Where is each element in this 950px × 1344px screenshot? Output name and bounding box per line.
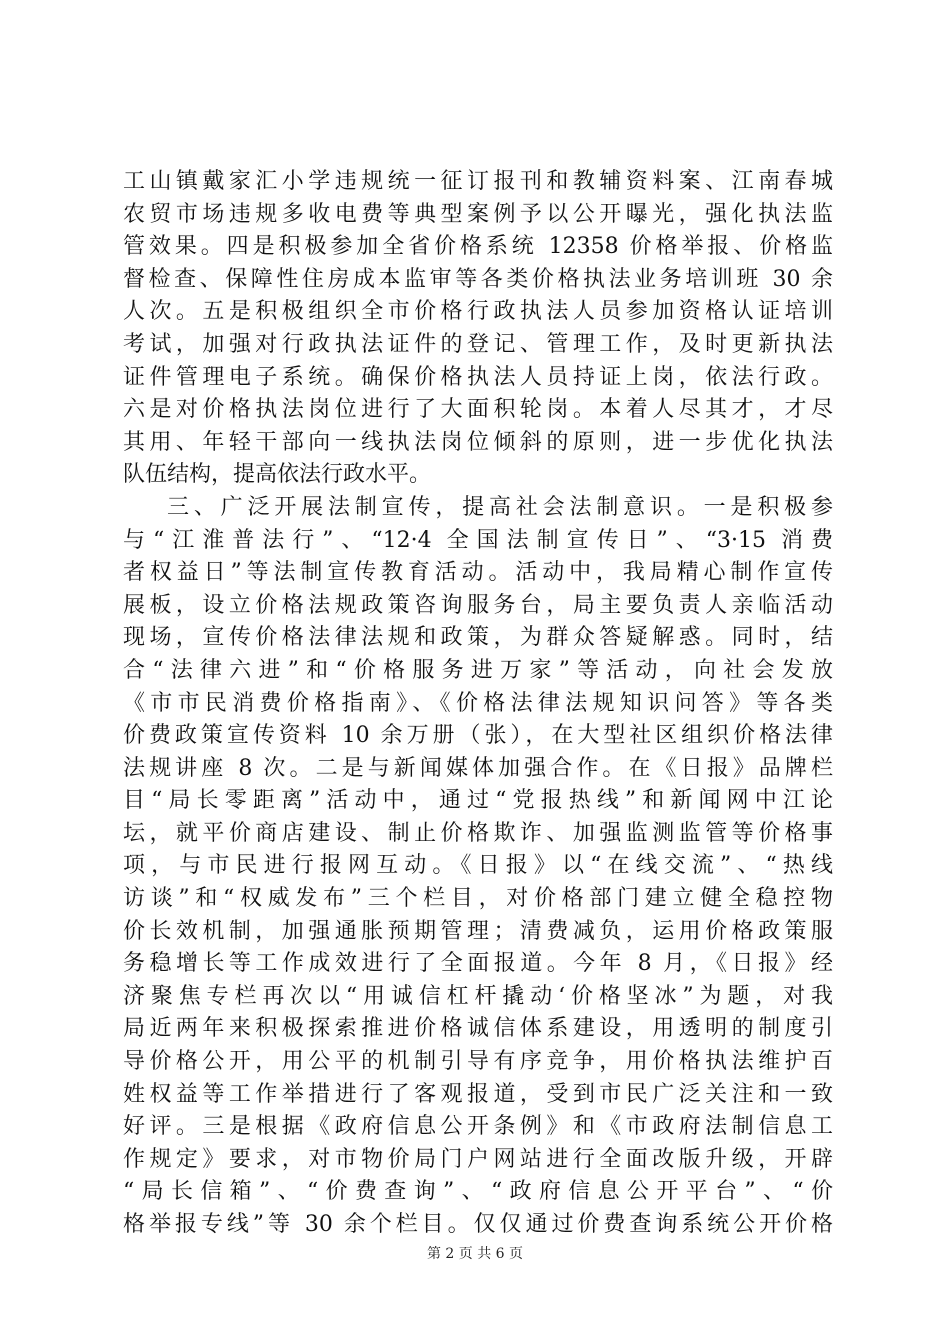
text-line: 价费政策宣传资料 10 余万册（张），在大型社区组织价格法律 — [123, 723, 833, 749]
text-line: 证件管理电子系统。确保价格执法人员持证上岗，依法行政。 — [123, 364, 833, 390]
text-line: 合“法律六进”和“价格服务进万家”等活动，向社会发放 — [123, 657, 833, 683]
text-line: 济聚焦专栏再次以“用诚信杠杆撬动‘价格坚冰”为题，对我 — [123, 983, 833, 1009]
text-line: 管效果。四是积极参加全省价格系统 12358 价格举报、价格监 — [123, 234, 833, 260]
text-line: 农贸市场违规多收电费等典型案例予以公开曝光，强化执法监 — [123, 201, 833, 227]
text-line: 《市市民消费价格指南》、《价格法律法规知识问答》等各类 — [123, 690, 833, 716]
text-line: 项，与市民进行报网互动。《日报》以“在线交流”、“热线 — [123, 853, 833, 879]
text-line: 局近两年来积极探索推进价格诚信体系建设，用透明的制度引 — [123, 1016, 833, 1042]
text-line: 现场，宣传价格法律法规和政策，为群众答疑解惑。同时，结 — [123, 625, 833, 651]
text-line: 好评。三是根据《政府信息公开条例》和《市政府法制信息工 — [123, 1114, 833, 1140]
text-line: 价长效机制，加强通胀预期管理；清费减负，运用价格政策服 — [123, 918, 833, 944]
text-line: 六是对价格执法岗位进行了大面积轮岗。本着人尽其才，才尽 — [123, 397, 833, 423]
text-line: 督检查、保障性住房成本监审等各类价格执法业务培训班 30 余 — [123, 266, 833, 292]
text-line: 考试，加强对行政执法证件的登记、管理工作，及时更新执法 — [123, 331, 833, 357]
document-body — [123, 166, 833, 1242]
text-line: 务稳增长等工作成效进行了全面报道。今年 8 月，《日报》经 — [123, 951, 833, 977]
text-line: 作规定》要求，对市物价局门户网站进行全面改版升级，开辟 — [123, 1146, 833, 1172]
text-line: “局长信箱”、“价费查询”、“政府信息公开平台”、“价 — [123, 1179, 833, 1205]
paragraph-end-line: 队伍结构，提高依法行政水平。 — [123, 462, 432, 488]
text-line: 其用、年轻干部向一线执法岗位倾斜的原则，进一步优化执法 — [123, 429, 833, 455]
text-line: 人次。五是积极组织全市价格行政执法人员参加资格认证培训 — [123, 299, 833, 325]
text-line: 与“江淮普法行”、“12·4 全国法制宣传日”、“3·15 消费 — [123, 527, 833, 553]
text-line: 法规讲座 8 次。二是与新闻媒体加强合作。在《日报》品牌栏 — [123, 755, 833, 781]
section-heading-line: 三、广泛开展法制宣传，提高社会法制意识。一是积极参 — [167, 494, 833, 520]
text-line: 展板，设立价格法规政策咨询服务台，局主要负责人亲临活动 — [123, 592, 833, 618]
text-line: 访谈”和“权威发布”三个栏目，对价格部门建立健全稳控物 — [123, 886, 833, 912]
text-line: 坛，就平价商店建设、制止价格欺诈、加强监测监管等价格事 — [123, 820, 833, 846]
text-line: 姓权益等工作举措进行了客观报道，受到市民广泛关注和一致 — [123, 1081, 833, 1107]
text-line: 导价格公开，用公平的机制引导有序竞争，用价格执法维护百 — [123, 1049, 833, 1075]
text-line: 格举报专线”等 30 余个栏目。仅仅通过价费查询系统公开价格 — [123, 1212, 833, 1237]
text-line: 目“局长零距离”活动中，通过“党报热线”和新闻网中江论 — [123, 788, 833, 814]
text-line: 工山镇戴家汇小学违规统一征订报刊和教辅资料案、江南春城 — [123, 169, 833, 194]
text-line: 者权益日”等法制宣传教育活动。活动中，我局精心制作宣传 — [123, 560, 833, 586]
page-number-footer: 第 2 页 共 6 页 — [426, 1246, 524, 1262]
